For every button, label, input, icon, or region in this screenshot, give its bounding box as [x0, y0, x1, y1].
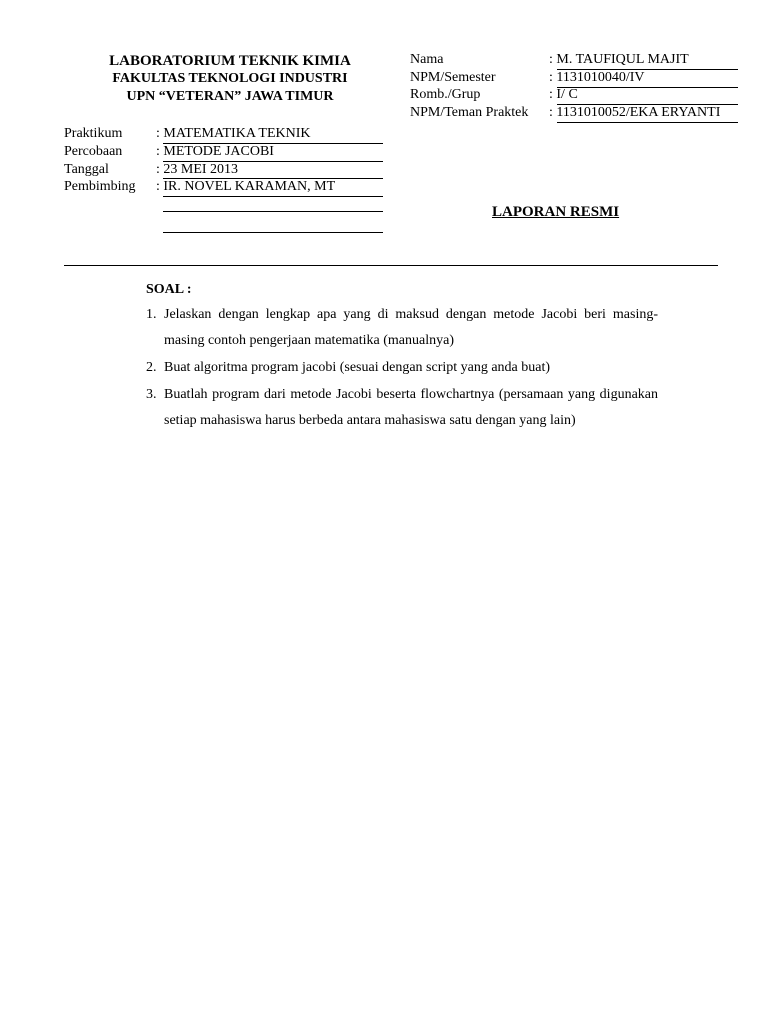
- question-text: Buatlah program dari metode Jacobi beserta flowchartnya (persamaan yang digunakan setiap mahasiswa harus berbeda antara mahasiswa satu dengan yang lain): [164, 387, 658, 428]
- student-partner-underline: [557, 122, 738, 123]
- student-partner-value: : 1131010052/EKA ERYANTI: [549, 105, 721, 120]
- practicum-label: Praktikum: [64, 126, 123, 141]
- supervisor-underline: [163, 196, 383, 197]
- question-text: Buat algoritma program jacobi (sesuai dengan script yang anda buat): [164, 360, 551, 375]
- student-npm-value: : 1131010040/IV: [549, 70, 645, 85]
- date-label: Tanggal: [64, 162, 109, 177]
- report-title: LAPORAN RESMI: [492, 204, 620, 220]
- signature-line-1: [163, 211, 383, 212]
- institution-line-1: LABORATORIUM TEKNIK KIMIA: [109, 53, 351, 69]
- student-npm-underline: [557, 87, 738, 88]
- question-item: [146, 302, 658, 354]
- experiment-value: : METODE JACOBI: [156, 144, 274, 159]
- date-value: : 23 MEI 2013: [156, 162, 239, 177]
- student-name-label: Nama: [410, 52, 444, 67]
- student-npm-label: NPM/Semester: [410, 70, 496, 85]
- question-item: [146, 382, 658, 434]
- header-divider: [64, 265, 718, 266]
- institution-line-3: UPN “VETERAN” JAWA TIMUR: [126, 89, 334, 104]
- signature-line-2: [163, 232, 383, 233]
- student-partner-label: NPM/Teman Praktek: [410, 105, 529, 120]
- practicum-value: : MATEMATIKA TEKNIK: [156, 126, 311, 141]
- question-number: 1.: [146, 307, 157, 322]
- question-item: [146, 355, 658, 381]
- student-group-label: Romb./Grup: [410, 87, 481, 102]
- institution-line-2: FAKULTAS TEKNOLOGI INDUSTRI: [112, 71, 348, 86]
- soal-heading: SOAL :: [146, 282, 192, 297]
- student-group-value: : I/ C: [549, 87, 578, 102]
- question-text: Jelaskan dengan lengkap apa yang di maksud dengan metode Jacobi beri masing-masing contoh pengerjaan matematika (manualnya): [164, 307, 658, 348]
- supervisor-value: : IR. NOVEL KARAMAN, MT: [156, 179, 336, 194]
- supervisor-label: Pembimbing: [64, 179, 136, 194]
- question-number: 3.: [146, 387, 157, 402]
- experiment-label: Percobaan: [64, 144, 123, 159]
- student-name-value: : M. TAUFIQUL MAJIT: [549, 52, 689, 67]
- question-number: 2.: [146, 360, 157, 375]
